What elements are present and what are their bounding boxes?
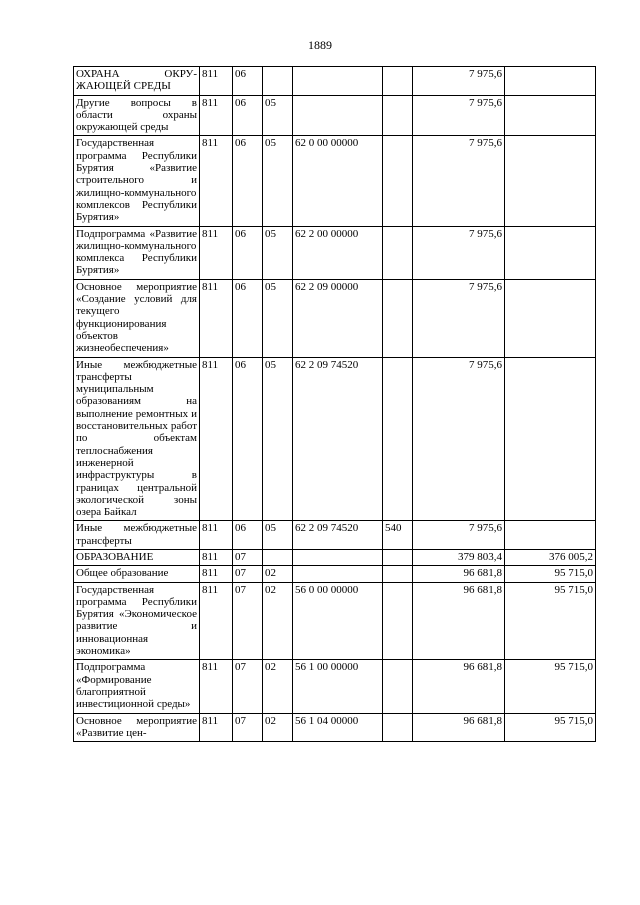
section-code-cell: 06 bbox=[233, 521, 263, 550]
subsection-code-cell: 02 bbox=[263, 713, 293, 742]
section-code-cell: 07 bbox=[233, 566, 263, 582]
amount-year1-cell: 7 975,6 bbox=[413, 521, 505, 550]
expense-type-cell bbox=[383, 67, 413, 96]
expense-type-cell bbox=[383, 226, 413, 279]
subsection-code-cell: 02 bbox=[263, 660, 293, 713]
item-name-cell: Государственная программа Республики Бурятия «Развитие строительного и жилищно-коммунального комплексов Республики Бурятия» bbox=[74, 136, 200, 226]
amount-year2-cell: 95 715,0 bbox=[505, 566, 596, 582]
amount-year1-cell: 96 681,8 bbox=[413, 566, 505, 582]
table-row bbox=[74, 67, 596, 96]
target-article-cell: 56 1 00 00000 bbox=[293, 660, 383, 713]
amount-year2-cell bbox=[505, 67, 596, 96]
subsection-code-cell: 02 bbox=[263, 582, 293, 660]
expense-type-cell bbox=[383, 279, 413, 357]
amount-year1-cell: 7 975,6 bbox=[413, 67, 505, 96]
ministry-code-cell: 811 bbox=[200, 67, 233, 96]
section-code-cell: 06 bbox=[233, 279, 263, 357]
item-name-cell: Подпрограмма «Формирование благоприятной инвестиционной среды» bbox=[74, 660, 200, 713]
subsection-code-cell bbox=[263, 67, 293, 96]
subsection-code-cell: 05 bbox=[263, 226, 293, 279]
amount-year2-cell bbox=[505, 357, 596, 521]
target-article-cell bbox=[293, 566, 383, 582]
amount-year2-cell bbox=[505, 226, 596, 279]
table-body bbox=[74, 67, 596, 742]
item-name-cell: Государственная программа Республики Бурятия «Экономическое развитие и инновационная экономика» bbox=[74, 582, 200, 660]
item-name-cell: Иные межбюджетные трансферты муниципальным образованиям на выполнение ремонтных и восстановительных работ по объектам теплоснабжения инженерной инфраструктуры в границах центральной экологической зоны озера Байкал bbox=[74, 357, 200, 521]
target-article-cell: 62 2 00 00000 bbox=[293, 226, 383, 279]
ministry-code-cell: 811 bbox=[200, 521, 233, 550]
amount-year2-cell: 376 005,2 bbox=[505, 549, 596, 565]
expense-type-cell bbox=[383, 660, 413, 713]
target-article-cell bbox=[293, 67, 383, 96]
section-code-cell: 07 bbox=[233, 549, 263, 565]
expense-type-cell bbox=[383, 566, 413, 582]
item-name-cell: Другие вопросы в области охраны окружающей среды bbox=[74, 95, 200, 136]
section-code-cell: 07 bbox=[233, 713, 263, 742]
subsection-code-cell: 02 bbox=[263, 566, 293, 582]
amount-year1-cell: 7 975,6 bbox=[413, 279, 505, 357]
expense-type-cell bbox=[383, 713, 413, 742]
table-row bbox=[74, 521, 596, 550]
table-row bbox=[74, 357, 596, 521]
amount-year2-cell: 95 715,0 bbox=[505, 713, 596, 742]
subsection-code-cell: 05 bbox=[263, 357, 293, 521]
amount-year2-cell: 95 715,0 bbox=[505, 660, 596, 713]
section-code-cell: 07 bbox=[233, 582, 263, 660]
ministry-code-cell: 811 bbox=[200, 357, 233, 521]
table-row bbox=[74, 713, 596, 742]
table-row bbox=[74, 582, 596, 660]
expense-type-cell bbox=[383, 582, 413, 660]
ministry-code-cell: 811 bbox=[200, 713, 233, 742]
amount-year1-cell: 7 975,6 bbox=[413, 357, 505, 521]
target-article-cell: 62 2 09 74520 bbox=[293, 521, 383, 550]
section-code-cell: 06 bbox=[233, 226, 263, 279]
table-row bbox=[74, 566, 596, 582]
amount-year2-cell bbox=[505, 95, 596, 136]
section-code-cell: 07 bbox=[233, 660, 263, 713]
item-name-cell: Основное мероприятие «Развитие цен- bbox=[74, 713, 200, 742]
amount-year2-cell: 95 715,0 bbox=[505, 582, 596, 660]
amount-year2-cell bbox=[505, 521, 596, 550]
section-code-cell: 06 bbox=[233, 136, 263, 226]
expense-type-cell bbox=[383, 136, 413, 226]
expense-type-cell bbox=[383, 549, 413, 565]
subsection-code-cell bbox=[263, 549, 293, 565]
subsection-code-cell: 05 bbox=[263, 279, 293, 357]
target-article-cell bbox=[293, 549, 383, 565]
section-code-cell: 06 bbox=[233, 67, 263, 96]
amount-year2-cell bbox=[505, 136, 596, 226]
amount-year1-cell: 7 975,6 bbox=[413, 136, 505, 226]
ministry-code-cell: 811 bbox=[200, 549, 233, 565]
subsection-code-cell: 05 bbox=[263, 521, 293, 550]
table-row bbox=[74, 136, 596, 226]
amount-year2-cell bbox=[505, 279, 596, 357]
ministry-code-cell: 811 bbox=[200, 226, 233, 279]
target-article-cell bbox=[293, 95, 383, 136]
table-row bbox=[74, 226, 596, 279]
target-article-cell: 62 2 09 00000 bbox=[293, 279, 383, 357]
target-article-cell: 62 0 00 00000 bbox=[293, 136, 383, 226]
amount-year1-cell: 96 681,8 bbox=[413, 582, 505, 660]
amount-year1-cell: 7 975,6 bbox=[413, 95, 505, 136]
page-number: 1889 bbox=[308, 38, 332, 52]
item-name-cell: Основное мероприятие «Создание условий для текущего функционирования объектов жизнеобеспечения» bbox=[74, 279, 200, 357]
amount-year1-cell: 96 681,8 bbox=[413, 660, 505, 713]
subsection-code-cell: 05 bbox=[263, 95, 293, 136]
ministry-code-cell: 811 bbox=[200, 279, 233, 357]
ministry-code-cell: 811 bbox=[200, 95, 233, 136]
expense-type-cell bbox=[383, 357, 413, 521]
table-row bbox=[74, 95, 596, 136]
target-article-cell: 56 0 00 00000 bbox=[293, 582, 383, 660]
amount-year1-cell: 96 681,8 bbox=[413, 713, 505, 742]
target-article-cell: 56 1 04 00000 bbox=[293, 713, 383, 742]
amount-year1-cell: 7 975,6 bbox=[413, 226, 505, 279]
item-name-cell: ОХРАНА ОКРУ-ЖАЮЩЕЙ СРЕДЫ bbox=[74, 67, 200, 96]
subsection-code-cell: 05 bbox=[263, 136, 293, 226]
budget-table bbox=[73, 66, 596, 742]
section-code-cell: 06 bbox=[233, 95, 263, 136]
expense-type-cell: 540 bbox=[383, 521, 413, 550]
item-name-cell: Иные межбюджетные трансферты bbox=[74, 521, 200, 550]
item-name-cell: Подпрограмма «Развитие жилищно-коммунального комплекса Республики Бурятия» bbox=[74, 226, 200, 279]
table-row bbox=[74, 660, 596, 713]
ministry-code-cell: 811 bbox=[200, 566, 233, 582]
target-article-cell: 62 2 09 74520 bbox=[293, 357, 383, 521]
expense-type-cell bbox=[383, 95, 413, 136]
table-row bbox=[74, 549, 596, 565]
table-row bbox=[74, 279, 596, 357]
ministry-code-cell: 811 bbox=[200, 136, 233, 226]
item-name-cell: ОБРАЗОВАНИЕ bbox=[74, 549, 200, 565]
ministry-code-cell: 811 bbox=[200, 660, 233, 713]
ministry-code-cell: 811 bbox=[200, 582, 233, 660]
amount-year1-cell: 379 803,4 bbox=[413, 549, 505, 565]
section-code-cell: 06 bbox=[233, 357, 263, 521]
item-name-cell: Общее образование bbox=[74, 566, 200, 582]
